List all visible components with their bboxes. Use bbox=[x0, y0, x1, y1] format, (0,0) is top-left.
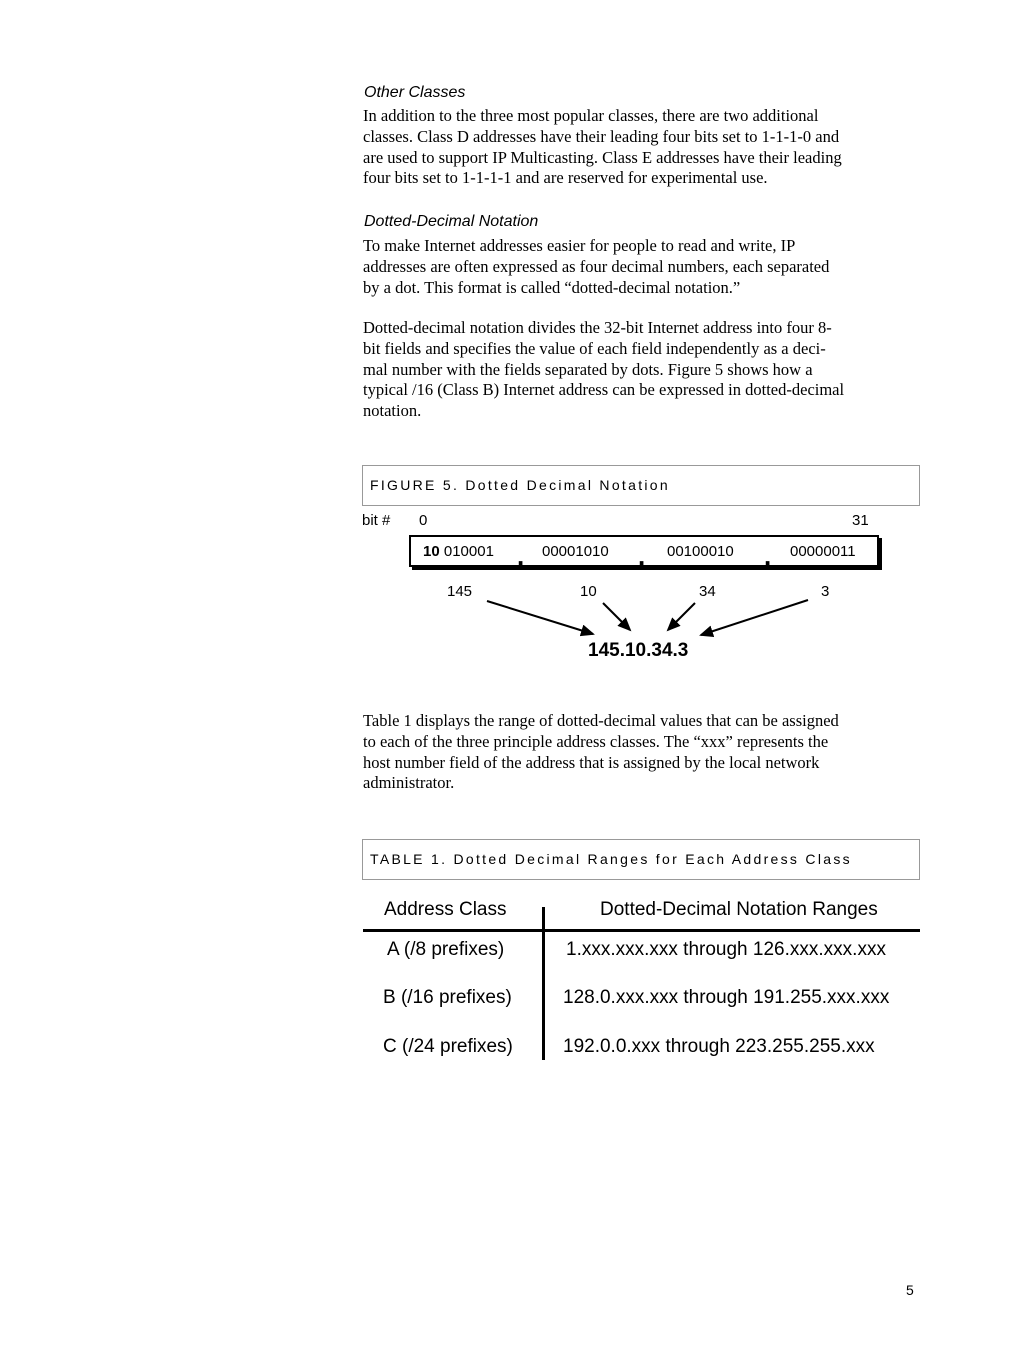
bit-field-3: 00100010 bbox=[667, 543, 734, 560]
text-line: notation. bbox=[363, 401, 422, 421]
table-caption: TABLE 1. Dotted Decimal Ranges for Each Address Class bbox=[362, 839, 920, 880]
text-line: bit fields and specifies the value of each field independently as a deci- bbox=[363, 338, 826, 358]
text-line: are used to support IP Multicasting. Class E addresses have their leading bbox=[363, 147, 842, 167]
text-line: host number field of the address that is assigned by the local network bbox=[363, 752, 820, 772]
figure-caption: FIGURE 5. Dotted Decimal Notation bbox=[362, 465, 920, 506]
text-line: classes. Class D addresses have their leading four bits set to 1-1-1-0 and bbox=[363, 126, 840, 146]
dot-separator: . bbox=[764, 541, 772, 571]
text-line: mal number with the fields separated by dots. Figure 5 shows how a bbox=[363, 359, 813, 379]
class-prefix-bits: 10 bbox=[423, 543, 440, 560]
bit-field-1-rest: 010001 bbox=[439, 543, 494, 560]
text-line: to each of the three principle address classes. The “xxx” represents the bbox=[363, 731, 829, 751]
table-cell-class-b: B (/16 prefixes) bbox=[383, 987, 512, 1008]
text-line: Dotted-decimal notation divides the 32-bit Internet address into four 8- bbox=[363, 318, 832, 337]
dotted-decimal-result: 145.10.34.3 bbox=[588, 640, 689, 661]
table-header-ranges: Dotted-Decimal Notation Ranges bbox=[600, 899, 878, 920]
table-column-rule bbox=[542, 907, 545, 1060]
text-line: In addition to the three most popular classes, there are two additional bbox=[363, 106, 819, 125]
bit-field-4: 00000011 bbox=[790, 543, 856, 560]
dot-separator: . bbox=[638, 541, 646, 571]
text-line: typical /16 (Class B) Internet address can be expressed in dotted-decimal bbox=[363, 380, 845, 400]
table-header-rule bbox=[363, 929, 920, 932]
decimal-value-4: 3 bbox=[821, 583, 830, 600]
section-heading-other-classes: Other Classes bbox=[364, 84, 466, 101]
arrow-1 bbox=[487, 601, 593, 634]
arrow-4 bbox=[701, 600, 808, 635]
bit-end-label: 31 bbox=[852, 512, 869, 529]
text-line: To make Internet addresses easier for people to read and write, IP bbox=[363, 236, 796, 255]
bit-start-label: 0 bbox=[419, 512, 428, 529]
decimal-value-2: 10 bbox=[580, 583, 597, 600]
table-cell-range-a: 1.xxx.xxx.xxx through 126.xxx.xxx.xxx bbox=[566, 939, 886, 960]
table-header-address-class: Address Class bbox=[384, 899, 507, 920]
text-line: administrator. bbox=[363, 773, 455, 793]
table-cell-range-c: 192.0.0.xxx through 223.255.255.xxx bbox=[563, 1036, 875, 1057]
decimal-value-3: 34 bbox=[699, 583, 716, 600]
text-line: by a dot. This format is called “dotted-decimal notation.” bbox=[363, 277, 741, 297]
decimal-value-1: 145 bbox=[447, 583, 473, 600]
table-cell-class-a: A (/8 prefixes) bbox=[387, 939, 505, 960]
dot-separator: . bbox=[517, 541, 525, 571]
table-cell-range-b: 128.0.xxx.xxx through 191.255.xxx.xxx bbox=[563, 987, 890, 1008]
table-cell-class-c: C (/24 prefixes) bbox=[383, 1036, 513, 1057]
text-line: Table 1 displays the range of dotted-decimal values that can be assigned bbox=[363, 711, 839, 730]
paragraph-table-intro bbox=[363, 711, 923, 794]
section-heading-dotted-decimal: Dotted-Decimal Notation bbox=[364, 213, 539, 230]
page-number: 5 bbox=[906, 1282, 914, 1298]
arrow-2 bbox=[603, 603, 630, 630]
arrow-3 bbox=[668, 603, 695, 630]
text-line: addresses are often expressed as four decimal numbers, each separated bbox=[363, 256, 830, 276]
bit-field-2: 00001010 bbox=[542, 543, 609, 560]
bit-label: bit # bbox=[362, 512, 391, 529]
text-line: four bits set to 1-1-1-1 and are reserved for experimental use. bbox=[363, 168, 768, 188]
